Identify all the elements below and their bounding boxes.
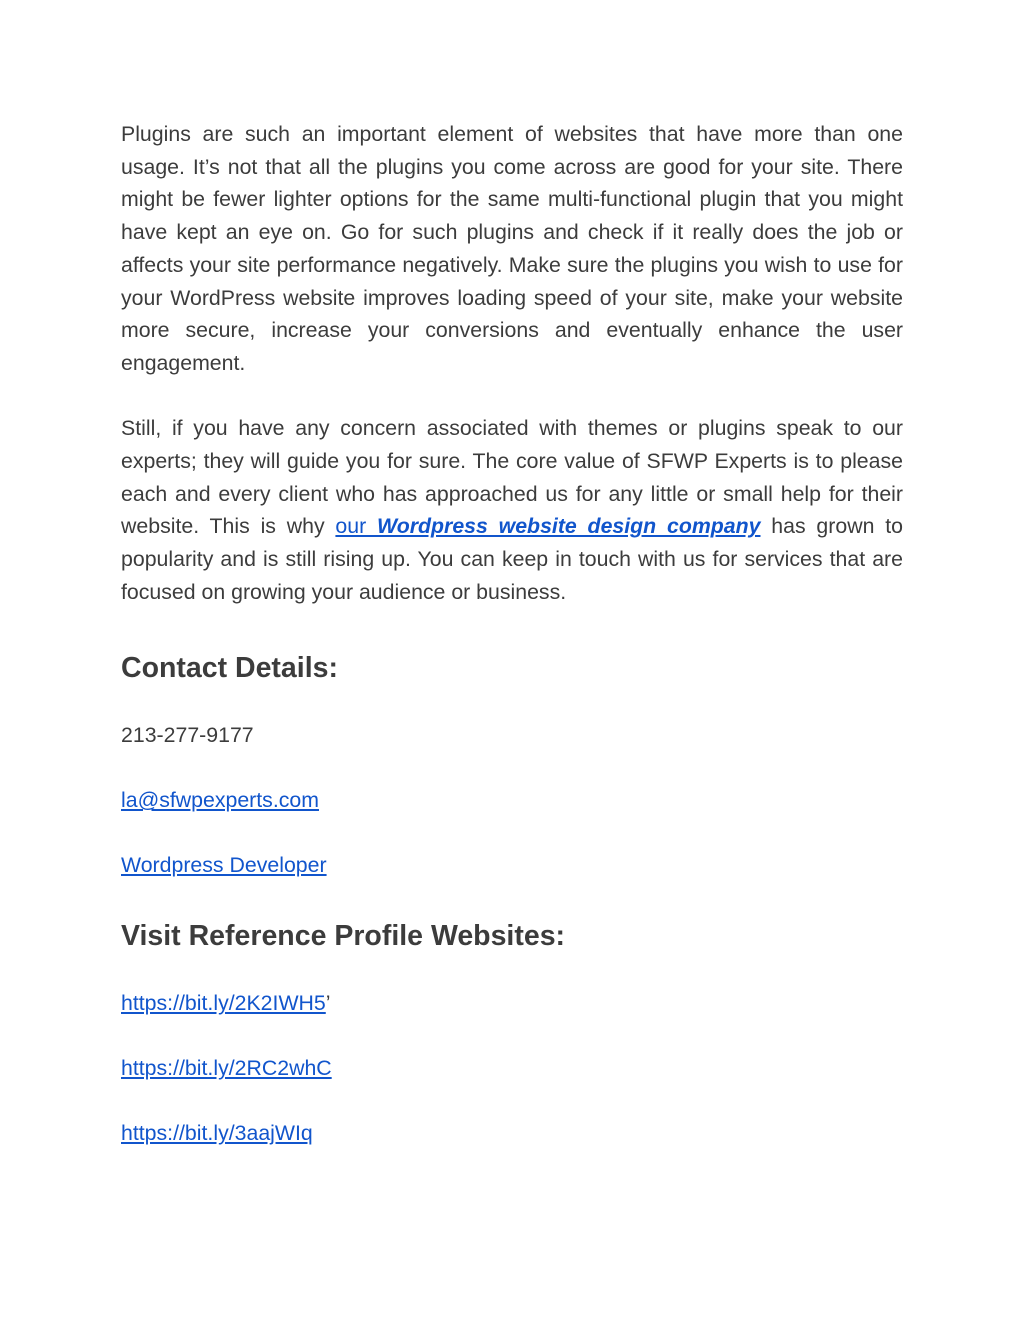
reference-link-1[interactable]: https://bit.ly/2K2IWH5 xyxy=(121,991,326,1016)
reference-item xyxy=(121,990,903,1016)
paragraph-plugins: Plugins are such an important element of websites that have more than one usage. It’s not that all the plugins you come across are good for your site. There might be fewer lighter options for the same multi-functional plugin that you might have kept an eye on. Go for such plugins and check if it really does the job or affects your site performance negatively. Make sure the plugins you wish to use for your WordPress website improves loading speed of your site, make your website more secure, increase your conversions and eventually enhance the user engagement. xyxy=(121,122,903,375)
developer-line xyxy=(121,852,903,878)
paragraph-experts-text: Still, if you have any concern associated with themes or plugins speak to our experts; they will guide you for sure. The core value of SFWP Experts is to please each and every client who has approached us for any little or small help for their website. This is why xyxy=(121,416,903,539)
document-page xyxy=(121,118,903,1146)
wordpress-developer-link[interactable]: Wordpress Developer xyxy=(121,853,327,878)
contact-details-heading: Contact Details: xyxy=(121,652,338,685)
paragraph-experts-tail: has grown to popularity and is still rising up. You can keep in touch with us for services that are focused on growing your audience or business. xyxy=(121,514,903,604)
reference-link-1-suffix: ’ xyxy=(325,991,331,1016)
link-prefix: our xyxy=(335,514,377,539)
email-link[interactable]: la@sfwpexperts.com xyxy=(121,788,319,813)
phone-number: 213-277-9177 xyxy=(121,723,254,748)
reference-link-2[interactable]: https://bit.ly/2RC2whC xyxy=(121,1056,332,1081)
reference-profiles-heading: Visit Reference Profile Websites: xyxy=(121,920,566,953)
reference-item xyxy=(121,1120,903,1146)
reference-link-3[interactable]: https://bit.ly/3aajWIq xyxy=(121,1121,313,1146)
wordpress-design-company-link[interactable] xyxy=(335,514,760,538)
email-line xyxy=(121,787,903,813)
reference-item xyxy=(121,1055,903,1081)
paragraph-experts xyxy=(121,412,903,608)
link-bold-text: Wordpress website design company xyxy=(377,514,761,539)
